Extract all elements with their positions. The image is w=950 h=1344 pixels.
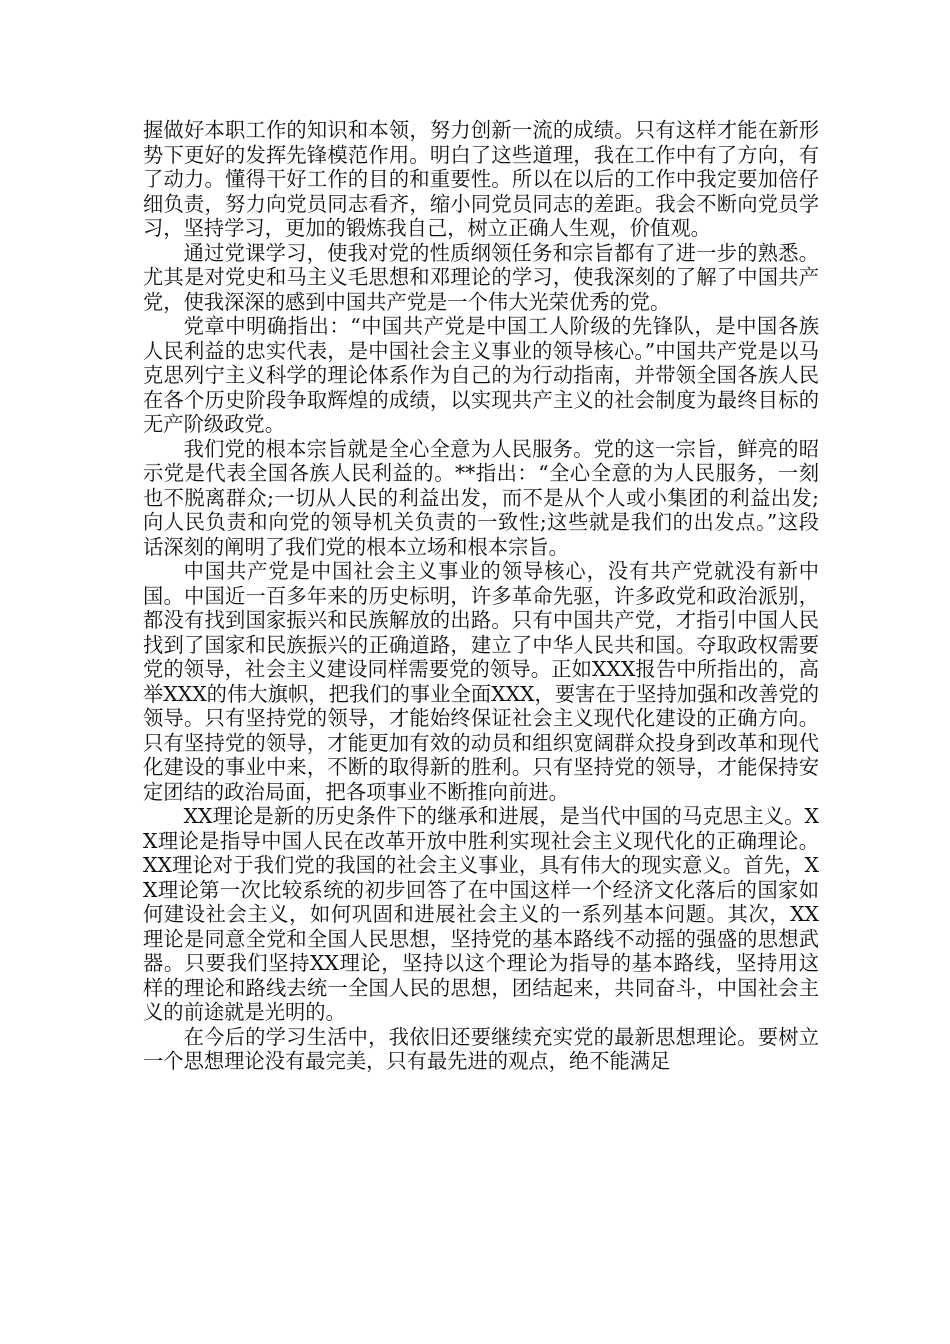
paragraph-4: 我们党的根本宗旨就是全心全意为人民服务。党的这一宗旨，鲜亮的昭示党是代表全国各族人民利益的。**指出：“全心全意的为人民服务，一刻也不脱离群众;一切从人民的利益出发，而不是从个人或小集团的利益出发;向人民负责和向党的领导机关负责的一致性;这些就是我们的出发点。”这段话深刻的阐明了我们党的根本立场和根本宗旨。 [143, 436, 819, 559]
paragraph-3: 党章中明确指出：“中国共产党是中国工人阶级的先锋队，是中国各族人民利益的忠实代表，是中国社会主义事业的领导核心。”中国共产党是以马克思列宁主义科学的理论体系作为自己的为行动指南，并带领全国各族人民在各个历史阶段争取辉煌的成绩，以实现共产主义的社会制度为最终目标的无产阶级政党。 [143, 314, 819, 436]
document-body [143, 118, 819, 1074]
paragraph-6: XX理论是新的历史条件下的继承和进展，是当代中国的马克思主义。XX理论是指导中国人民在改革开放中胜利实现社会主义现代化的正确理论。XX理论对于我们党的我国的社会主义事业，具有伟大的现实意义。首先，XX理论第一次比较系统的初步回答了在中国这样一个经济文化落后的国家如何建设社会主义，如何巩固和进展社会主义的一系列基本问题。其次，XX理论是同意全党和全国人民思想，坚持党的基本路线不动摇的强盛的思想武器。只要我们坚持XX理论，坚持以这个理论为指导的基本路线，坚持用这样的理论和路线去统一全国人民的思想，团结起来，共同奋斗，中国社会主义的前途就是光明的。 [143, 804, 819, 1024]
paragraph-7: 在今后的学习生活中，我依旧还要继续充实党的最新思想理论。要树立一个思想理论没有最完美，只有最先进的观点，绝不能满足 [143, 1024, 819, 1073]
paragraph-5: 中国共产党是中国社会主义事业的领导核心，没有共产党就没有新中国。中国近一百多年来的历史标明，许多革命先驱，许多政党和政治派别，都没有找到国家振兴和民族解放的出路。只有中国共产党，才指引中国人民找到了国家和民族振兴的正确道路，建立了中华人民共和国。夺取政权需要党的领导，社会主义建设同样需要党的领导。正如XXX报告中所指出的，高举XXX的伟大旗帜，把我们的事业全面XXX，要害在于坚持加强和改善党的领导。只有坚持党的领导，才能始终保证社会主义现代化建设的正确方向。只有坚持党的领导，才能更加有效的动员和组织宽阔群众投身到改革和现代化建设的事业中来，不断的取得新的胜利。只有坚持党的领导，才能保持安定团结的政治局面，把各项事业不断推向前进。 [143, 559, 819, 804]
paragraph-1: 握做好本职工作的知识和本领，努力创新一流的成绩。只有这样才能在新形势下更好的发挥先锋模范作用。明白了这些道理，我在工作中有了方向，有了动力。懂得干好工作的目的和重要性。所以在以后的工作中我定要加倍仔细负责，努力向党员同志看齐，缩小同党员同志的差距。我会不断向党员学习，坚持学习，更加的锻炼我自己，树立正确人生观，价值观。 [143, 118, 819, 240]
paragraph-2: 通过党课学习，使我对党的性质纲领任务和宗旨都有了进一步的熟悉。尤其是对党史和马主义毛思想和邓理论的学习，使我深刻的了解了中国共产党，使我深深的感到中国共产党是一个伟大光荣优秀的党。 [143, 240, 819, 314]
